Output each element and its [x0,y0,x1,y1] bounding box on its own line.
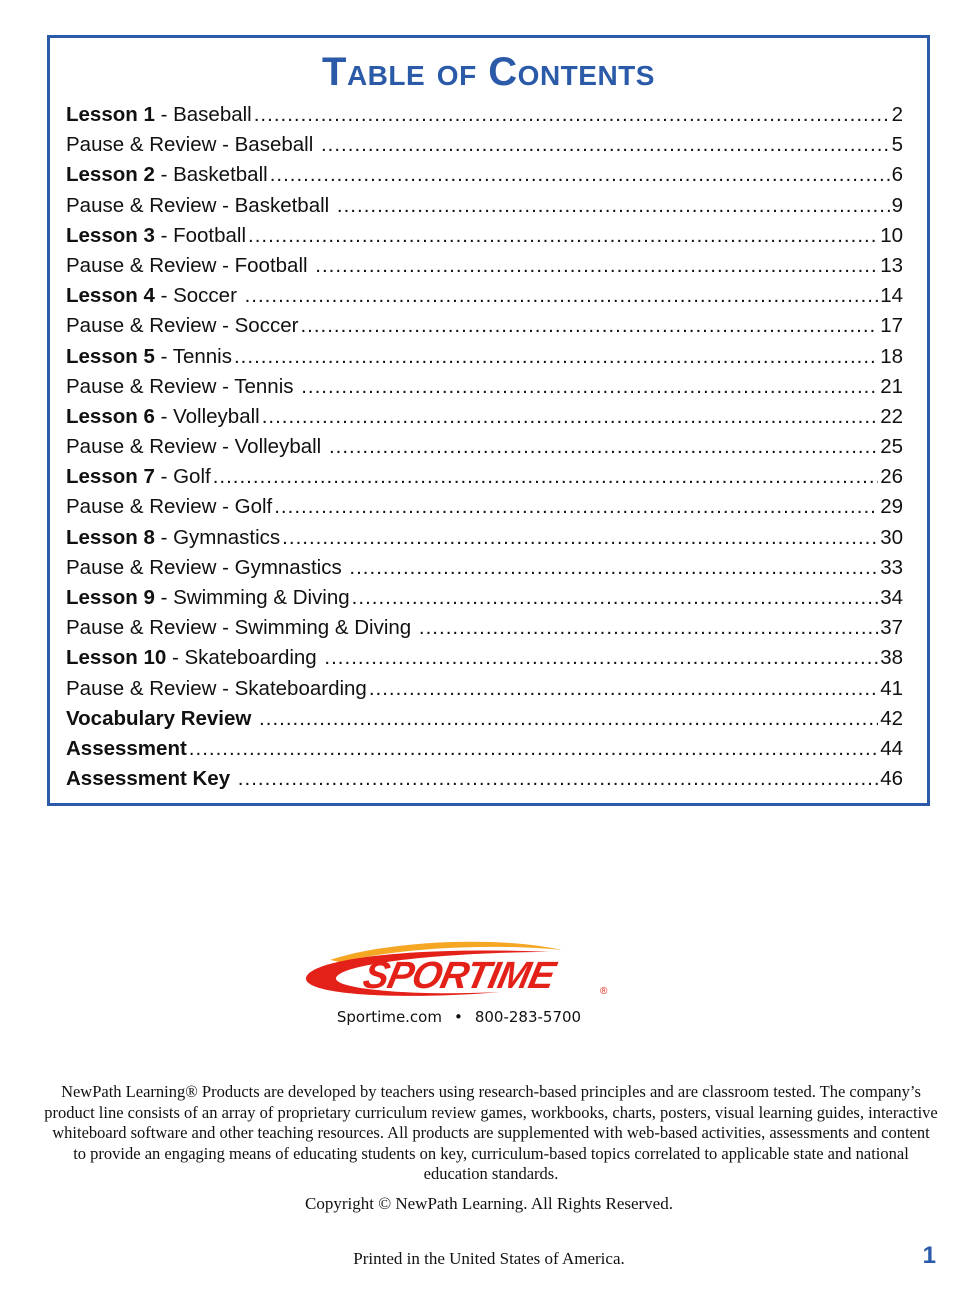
toc-entry[interactable] [66,643,903,673]
toc-entry-page: 14 [880,284,903,308]
toc-entry-label [66,221,246,251]
sportime-logo [300,938,618,1002]
toc-entry[interactable] [66,764,903,794]
toc-entry[interactable] [66,342,903,372]
toc-entry-label [66,100,252,130]
toc-dot-leader [270,160,890,190]
toc-dot-leader [238,764,878,794]
toc-entry-label [66,523,280,553]
toc-entry-label [66,402,260,432]
toc-entry-label [66,432,327,462]
toc-entry-page: 6 [891,163,903,187]
toc-entry-label [66,191,335,221]
toc-entry[interactable] [66,160,903,190]
toc-entry-label [66,734,187,764]
toc-entry[interactable] [66,311,903,341]
toc-entry-label [66,674,367,704]
toc-entry-text: Pause & Review - Golf [66,495,273,519]
toc-entry-text [230,767,236,790]
toc-entry-page: 10 [880,223,903,247]
toc-dot-leader [349,553,878,583]
toc-entry-text: - Basketball [154,163,268,187]
toc-entry-text: Pause & Review - Swimming & Diving [66,616,417,640]
toc-list [66,100,903,794]
toc-entry-page: 13 [880,253,903,277]
toc-entry-label [66,553,347,583]
toc-dot-leader [337,191,890,221]
page-number: 1 [922,1242,936,1269]
logo-wordmark: SPORTIME [359,954,559,997]
toc-entry[interactable] [66,281,903,311]
toc-entry-text: - Football [154,223,247,247]
toc-entry-page: 26 [880,465,903,489]
toc-entry-page: 34 [880,586,903,609]
toc-entry[interactable] [66,100,903,130]
toc-entry-label [66,704,257,734]
toc-entry[interactable] [66,191,903,221]
toc-entry-text: - Skateboarding [166,646,323,670]
toc-dot-leader [262,402,878,432]
toc-entry-label [66,643,322,673]
toc-entry-page: 42 [880,706,903,730]
toc-entry-text: Pause & Review - Soccer [66,314,299,338]
toc-entry-text [251,707,257,730]
toc-entry-label [66,462,211,492]
toc-entry-page: 25 [880,435,903,459]
toc-dot-leader [234,342,878,372]
toc-dot-leader [301,372,878,402]
toc-entry-page: 38 [880,646,903,670]
toc-entry-text: - Swimming & Diving [154,586,350,609]
toc-entry-bold-label: Lesson 9 [66,586,155,609]
toc-entry[interactable] [66,372,903,402]
toc-entry-bold-label: Lesson 10 [66,646,167,670]
toc-entry-text: - Soccer [154,284,243,308]
toc-entry-page: 37 [880,616,903,640]
toc-entry-text: Pause & Review - Football [66,253,314,277]
toc-entry-bold-label: Assessment [66,736,187,760]
toc-entry-page: 44 [880,736,903,760]
sportime-logo-graphic [300,938,618,1002]
toc-entry-text: - Golf [154,465,211,489]
toc-entry-page: 46 [880,767,903,791]
toc-entry-text: Pause & Review - Volleyball [66,435,327,459]
toc-entry-text: Pause & Review - Basketball [66,193,335,217]
table-of-contents-box [47,35,930,806]
printed-notice: Printed in the United States of America. [353,1249,625,1268]
toc-dot-leader [189,734,878,764]
toc-entry[interactable] [66,251,903,281]
contact-separator: • [453,1008,463,1026]
toc-entry[interactable] [66,432,903,462]
toc-entry-label [66,583,350,613]
toc-entry[interactable] [66,462,903,492]
about-paragraph: NewPath Learning® Products are developed by teachers using research-based principles and are classroom tested. The company’s product line consists of an array of proprietary curriculum review games, workbooks, charts, posters, visual learning guides, interactive whiteboard software and other teaching resources. All products are supplemented with web-based activities, assessments and content to provide an engaging means of educating students on key, curriculum-based topics correlated to applicable state and national education standards. [44,1082,938,1183]
toc-entry-page: 29 [880,495,903,519]
toc-entry-bold-label: Lesson 4 [66,284,155,308]
logo-registered-mark: ® [600,986,608,997]
toc-dot-leader [419,613,878,643]
toc-entry-label [66,160,268,190]
toc-entry[interactable] [66,221,903,251]
toc-entry[interactable] [66,523,903,553]
toc-entry-label [66,251,313,281]
toc-entry-page: 18 [880,344,903,368]
toc-dot-leader [213,462,878,492]
toc-dot-leader [248,221,878,251]
toc-entry-text: Pause & Review - Tennis [66,374,300,398]
toc-entry[interactable] [66,674,903,704]
toc-entry[interactable] [66,704,903,734]
toc-entry-bold-label: Lesson 5 [66,344,155,368]
toc-entry-text: Pause & Review - Gymnastics [66,555,348,579]
toc-entry-bold-label: Vocabulary Review [66,706,252,730]
toc-title: Table of Contents [322,50,655,94]
toc-entry-page: 30 [880,525,903,549]
toc-dot-leader [254,100,890,130]
contact-line [0,1008,918,1026]
toc-dot-leader [274,492,878,522]
toc-entry[interactable] [66,130,903,160]
toc-entry-label [66,311,298,341]
copyright-notice: Copyright © NewPath Learning. All Rights Reserved. [305,1194,673,1213]
toc-entry-label [66,613,417,643]
toc-entry-label [66,492,272,522]
toc-entry[interactable] [66,402,903,432]
toc-entry-bold-label: Lesson 3 [66,223,155,247]
toc-entry[interactable] [66,553,903,583]
toc-entry-bold-label: Assessment Key [66,767,231,791]
toc-dot-leader [315,251,878,281]
toc-entry-page: 41 [880,676,903,700]
toc-entry-bold-label: Lesson 6 [66,404,155,428]
toc-entry[interactable] [66,583,903,613]
toc-dot-leader [300,311,878,341]
toc-entry-page: 17 [880,314,903,338]
toc-entry-label [66,130,319,160]
toc-entry-bold-label: Lesson 2 [66,163,155,187]
toc-entry-page: 21 [880,374,903,398]
toc-entry-page: 33 [880,555,903,579]
toc-entry-text: - Volleyball [154,404,260,428]
toc-entry-bold-label: Lesson 1 [66,103,155,126]
toc-entry-label [66,342,232,372]
toc-entry-text: Pause & Review - Baseball [66,133,319,157]
toc-entry-page: 22 [880,404,903,428]
toc-entry-label [66,764,236,794]
toc-entry[interactable] [66,492,903,522]
toc-dot-leader [369,674,878,704]
toc-entry-page: 2 [891,103,903,126]
website-link[interactable]: Sportime.com [336,1008,442,1026]
toc-entry[interactable] [66,613,903,643]
toc-entry-label [66,281,243,311]
toc-dot-leader [245,281,879,311]
toc-entry-text: Pause & Review - Skateboarding [66,676,367,700]
toc-dot-leader [352,583,879,613]
toc-entry-page: 9 [891,193,903,217]
toc-entry-page: 5 [891,133,903,157]
toc-dot-leader [282,523,878,553]
toc-dot-leader [324,643,878,673]
toc-entry-text: - Baseball [154,103,252,126]
toc-entry[interactable] [66,734,903,764]
toc-entry-bold-label: Lesson 8 [66,525,155,549]
toc-dot-leader [259,704,878,734]
phone-number: 800-283-5700 [474,1008,582,1026]
toc-entry-bold-label: Lesson 7 [66,465,155,489]
toc-entry-text: - Tennis [154,344,232,368]
toc-dot-leader [329,432,878,462]
toc-dot-leader [321,130,890,160]
toc-entry-text: - Gymnastics [154,525,281,549]
toc-entry-label [66,372,299,402]
